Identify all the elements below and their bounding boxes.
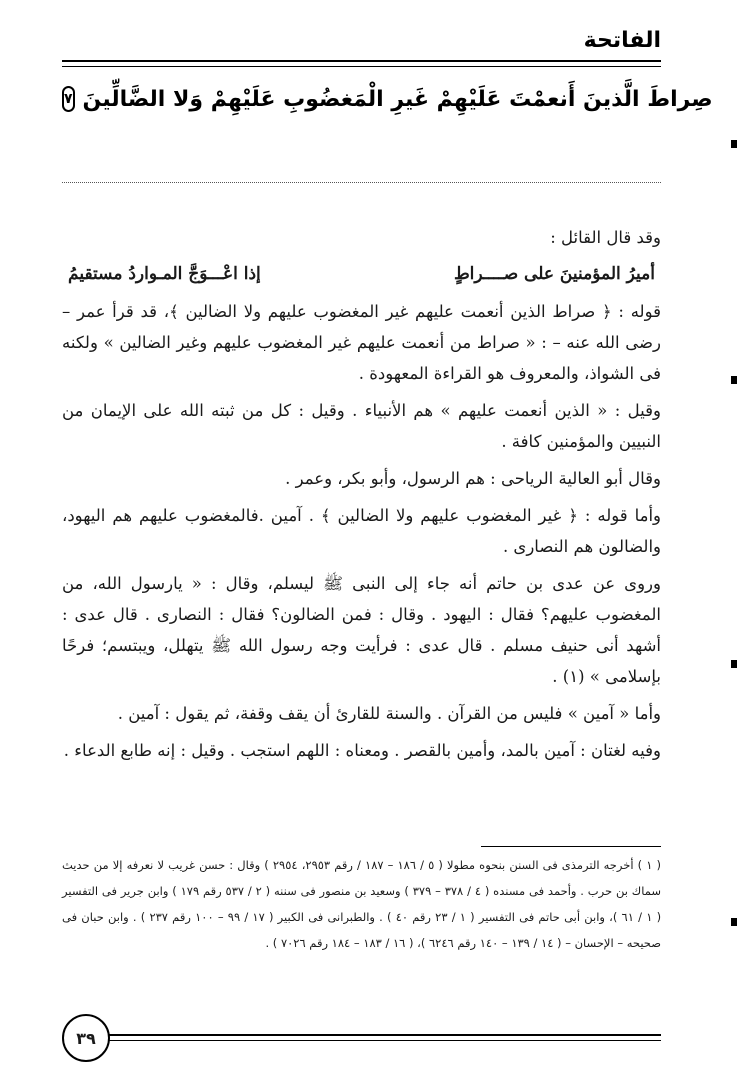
poem-second-hemistich: إذا اعْـــوَجَّ المـواردُ مستقيمُ bbox=[68, 264, 261, 284]
verse-heading bbox=[62, 76, 713, 122]
section-divider bbox=[62, 182, 661, 183]
edge-mark bbox=[731, 376, 737, 384]
header-rule bbox=[62, 60, 661, 67]
paragraph: قوله : ﴿ صراط الذين أنعمت عليهم غير المغضوب عليهم ولا الضالين ﴾، قد قرأ عمر – رضى الله عنه – : « صراط من أنعمت عليهم غير المغضوب عليهم وغير الضالين » ولكنه فى الشواذ، والمعروف هو القراءة المعهودة . bbox=[62, 302, 661, 383]
edge-mark bbox=[731, 918, 737, 926]
running-head: الفاتحة bbox=[583, 28, 661, 53]
edge-mark bbox=[731, 660, 737, 668]
commentary-body bbox=[62, 222, 661, 772]
paragraph: وأما قوله : ﴿ غير المغضوب عليهم ولا الضالين ﴾ . آمين .فالمغضوب عليهم هم اليهود، والضالون هم النصارى . bbox=[62, 506, 661, 556]
paragraph: وقيل : « الذين أنعمت عليهم » هم الأنبياء . وقيل : كل من ثبته الله على الإيمان من النبيين والمؤمنين كافة . bbox=[62, 401, 661, 451]
edge-mark bbox=[731, 140, 737, 148]
paragraph: وروى عن عدى بن حاتم أنه جاء إلى النبى ﷺ ليسلم، وقال : « يارسول الله، من المغضوب عليهم؟ فقال : اليهود . وقال : فمن الضالون؟ فقال : النصارى . قال عدى : أشهد أنى حنيف مسلم . قال عدى : فرأيت وجه رسول الله ﷺ يتهلل، ويبتسم؛ فرحًا بإسلامى » (١) . bbox=[62, 574, 661, 686]
footer-rule bbox=[108, 1034, 661, 1041]
paragraph: وأما « آمين » فليس من القرآن . والسنة للقارئ أن يقف وقفة، ثم يقول : آمين . bbox=[117, 704, 661, 723]
footnote: ( ١ ) أخرجه الترمذى فى السنن بنحوه مطولا ( ٥ / ١٨٦ – ١٨٧ / رقم ٢٩٥٣، ٢٩٥٤ ) وقال : حسن غريب لا نعرفه إلا من حديث سماك بن حرب . وأحمد فى مسنده ( ٤ / ٣٧٨ – ٣٧٩ ) وسعيد بن منصور فى سننه ( ٢ / ٥٣٧ رقم ١٧٩ ) وابن جرير فى التفسير ( ١ / ٦١ )، وابن أبى حاتم فى التفسير ( ١ / ٢٣ رقم ٤٠ ) . والطبرانى فى الكبير ( ١٧ / ٩٩ – ١٠٠ رقم ٢٣٧ ) . وابن حبان فى صحيحه – الإحسان – ( ١٤ / ١٣٩ – ١٤٠ رقم ٦٢٤٦ )، ( ١٦ / ١٨٣ – ١٨٤ رقم ٧٠٢٦ ) . bbox=[62, 858, 662, 950]
paragraph: وفيه لغتان : آمين بالمد، وأمين بالقصر . ومعناه : اللهم استجب . وقيل : إنه طابع الدعاء . bbox=[63, 741, 661, 760]
poem-verse bbox=[62, 259, 661, 290]
page-number-circle bbox=[62, 1014, 110, 1062]
verse-number: ٧ bbox=[64, 91, 73, 107]
poem-first-hemistich: أميرُ المؤمنينَ على صــــراطٍ bbox=[453, 264, 655, 284]
page-number: ٣٩ bbox=[76, 1028, 96, 1048]
verse-number-ornament bbox=[62, 86, 75, 112]
paragraph: وقال أبو العالية الرياحى : هم الرسول، وأبو بكر، وعمر . bbox=[285, 469, 661, 488]
intro-line: وقد قال القائل : bbox=[550, 228, 661, 247]
verse-text: صِراطَ الَّذينَ أَنعمْتَ عَلَيْهِمْ غَيرِ الْمَغضُوبِ عَلَيْهِمْ وَلا الضَّالِّينَ bbox=[82, 86, 713, 112]
footnote-rule bbox=[481, 846, 661, 847]
